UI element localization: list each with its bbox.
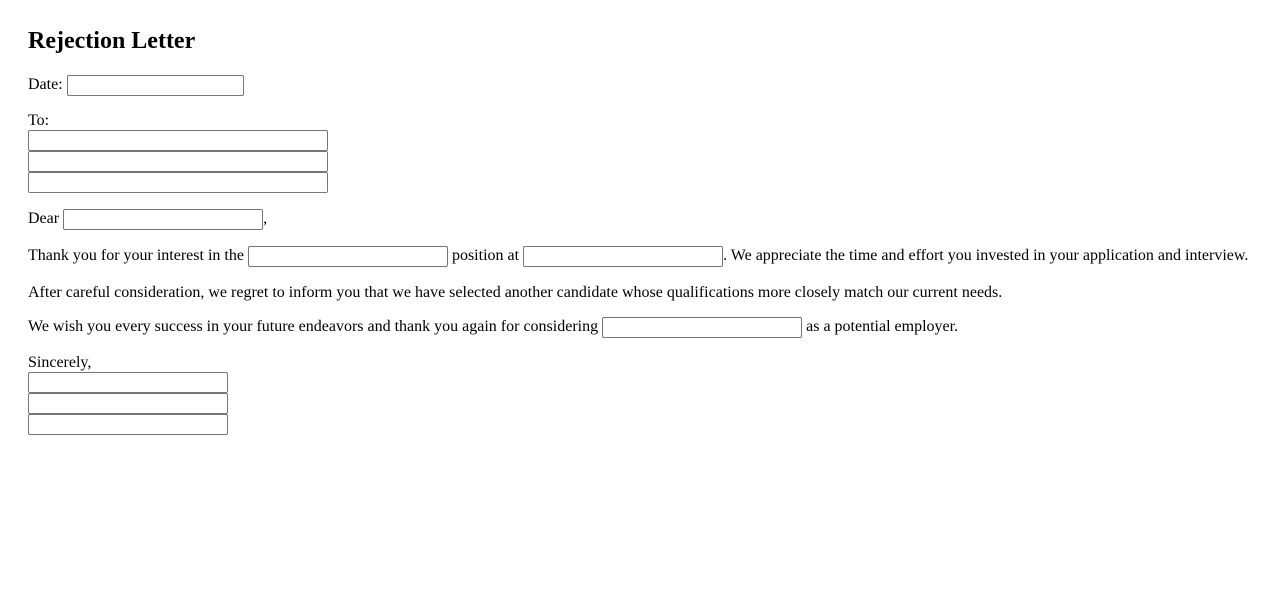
salutation-row [28, 209, 267, 230]
salutation-prefix: Dear [28, 210, 60, 228]
signature-fields [28, 372, 228, 435]
paragraph-wishes [28, 317, 958, 338]
para3-text-b: as a potential employer. [806, 318, 959, 336]
company-input[interactable] [523, 246, 723, 267]
to-line-1-input[interactable] [28, 130, 328, 151]
position-input[interactable] [248, 246, 448, 267]
para1-text-a: Thank you for your interest in the [28, 247, 244, 265]
para3-text-a: We wish you every success in your future endeavors and thank you again for considering [28, 318, 599, 336]
company-repeat-input[interactable] [602, 317, 802, 338]
closing-label: Sincerely, [28, 354, 92, 371]
signature-line-1-input[interactable] [28, 372, 228, 393]
paragraph-interest [28, 246, 1248, 267]
recipient-name-input[interactable] [63, 209, 263, 230]
page-title: Rejection Letter [28, 28, 196, 54]
to-line-2-input[interactable] [28, 151, 328, 172]
signature-line-3-input[interactable] [28, 414, 228, 435]
para1-text-b: position at [451, 247, 520, 265]
salutation-suffix: , [263, 210, 268, 228]
to-line-3-input[interactable] [28, 172, 328, 193]
signature-line-2-input[interactable] [28, 393, 228, 414]
to-address-fields [28, 130, 328, 193]
para1-text-c: . We appreciate the time and effort you invested in your application and interview. [723, 247, 1249, 265]
to-label: To: [28, 112, 50, 129]
date-input[interactable] [67, 75, 244, 96]
paragraph-decision: After careful consideration, we regret to inform you that we have selected another candidate whose qualifications more closely match our current needs. [28, 284, 1003, 301]
date-label: Date: [28, 76, 63, 94]
date-row [28, 75, 244, 96]
